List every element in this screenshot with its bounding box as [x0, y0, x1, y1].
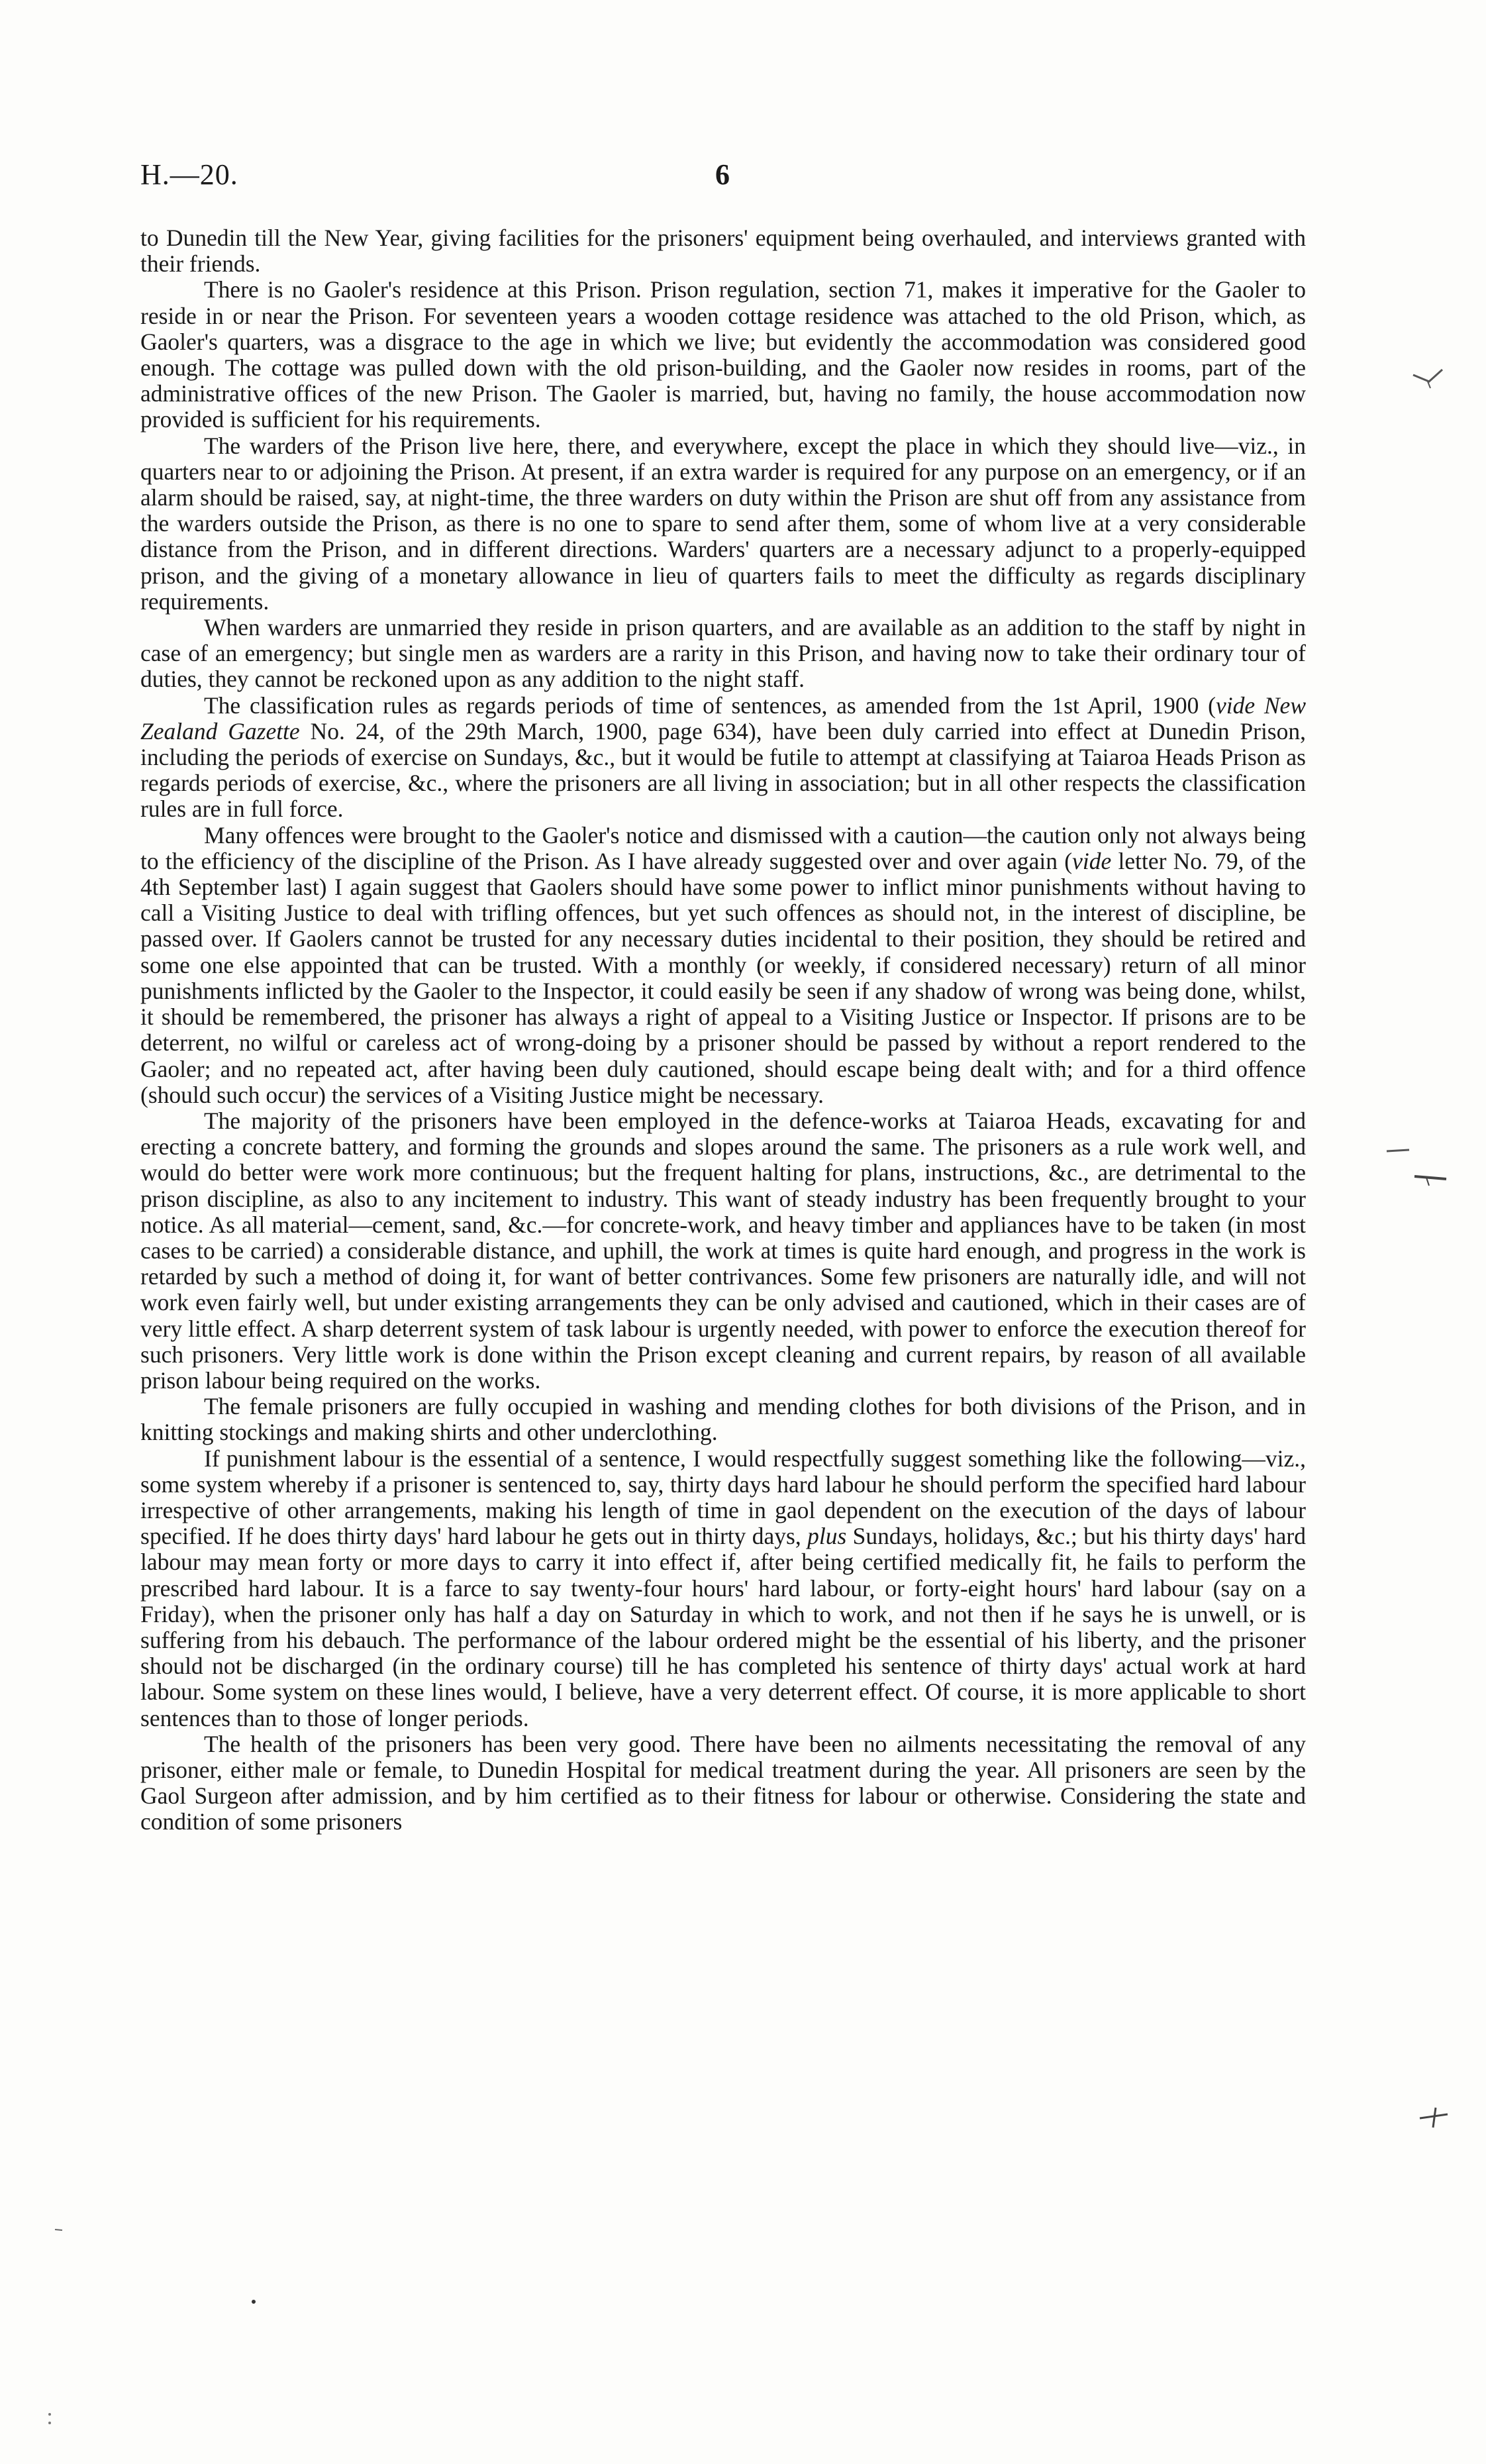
- text-run: If punishment labour is the essential of a sentence, I would respectfully suggest something like the following—viz., some system whereby if a prisoner is sentenced to, say, thirty days hard labour he should perform the specified hard labour irrespective of other arrangements, making his length of time in gaol dependent on the execution of the days of labour specified. If he does thirty days' hard labour he gets out in thirty days,: [140, 1445, 1306, 1550]
- text-run: Sundays, holidays, &c.; but his thirty days' hard labour may mean forty or more days to carry it into effect if, after being certified medically fit, he fails to perform the prescribed hard labour. It is a farce to say twenty-four hours' hard labour, or forty-eight hours' hard labour (say on a Friday), when the prisoner only has half a day on Saturday in which to work, and not then if he says he is unwell, or is suffering from his debauch. The performance of the labour ordered might be the essential of his liberty, and the prisoner should not be discharged (in the ordinary course) till he has completed his sentence of thirty days' actual work at hard labour. Some system on these lines would, I believe, have a very deterrent effect. Of course, it is more applicable to short sentences than to those of longer periods.: [140, 1523, 1306, 1731]
- paragraph-p9: [140, 1446, 1306, 1731]
- report-code: H.—20.: [140, 158, 238, 191]
- page-header: [140, 158, 1306, 197]
- margin-tick-mark: [1417, 2104, 1452, 2130]
- text-run: to Dunedin till the New Year, giving facilities for the prisoners' equipment being overhauled, and interviews granted with their friends.: [140, 225, 1306, 278]
- margin-tick-mark: [1385, 1145, 1412, 1158]
- scan-speck: [250, 2298, 257, 2305]
- paragraph-p1: [140, 225, 1306, 277]
- italic-run: plus: [807, 1523, 847, 1550]
- italic-run: vide New Zealand Gazette: [140, 692, 1306, 744]
- paragraph-p7: [140, 1108, 1306, 1394]
- text-run: The health of the prisoners has been very good. There have been no ailments necessitating the removal of any prisoner, either male or female, to Dunedin Hospital for medical treatment during the year. All prisoners are seen by the Gaol Surgeon after admission, and by him certified as to their fitness for labour or otherwise. Considering the state and condition of some prisoners: [140, 1730, 1306, 1835]
- margin-tick-mark: [1411, 366, 1446, 392]
- paragraph-p8: [140, 1394, 1306, 1445]
- text-run: The classification rules as regards periods of time of sentences, as amended from the 1st April, 1900 (: [204, 692, 1216, 719]
- text-run: The warders of the Prison live here, there, and everywhere, except the place in which they should live—viz., in quarters near to or adjoining the Prison. At present, if an extra warder is required for any purpose on an emergency, or if an alarm should be raised, say, at night-time, the three warders on duty within the Prison are shut off from any assistance from the warders outside the Prison, as there is no one to spare to send after them, some of whom live at a very considerable distance from the Prison, and in different directions. Warders' quarters are a necessary adjunct to a properly-equipped prison, and the giving of a monetary allowance in lieu of quarters fails to meet the difficulty as regards disciplinary requirements.: [140, 432, 1306, 615]
- text-run: There is no Gaoler's residence at this Prison. Prison regulation, section 71, makes it imperative for the Gaoler to reside in or near the Prison. For seventeen years a wooden cottage residence was attached to the old Prison, which, as Gaoler's quarters, was a disgrace to the age in which we live; but evidently the accommodation was considered good enough. The cottage was pulled down with the old prison-building, and the Gaoler now resides in rooms, part of the administrative offices of the new Prison. The Gaoler is married, but, having no family, the house accommodation now provided is sufficient for his requirements.: [140, 276, 1306, 433]
- paragraph-p3: [140, 433, 1306, 615]
- scan-speck: [46, 2411, 53, 2427]
- text-run: The majority of the prisoners have been employed in the defence-works at Taiaroa Heads, excavating for and erecting a concrete battery, and forming the grounds and slopes around the same. The prisoners as a rule work well, and would do better were work more continuous; but the frequent halting for plans, instructions, &c., are detrimental to the prison discipline, as also to any incitement to industry. This want of steady industry has been frequently brought to your notice. As all material—cement, sand, &c.—for concrete-work, and heavy timber and appliances have to be taken (in most cases to be carried) a considerable distance, and uphill, the work at times is quite hard enough, and progress in the work is retarded by such a method of doing it, for want of better contrivances. Some few prisoners are naturally idle, and will not work even fairly well, but under existing arrangements they can be only advised and cautioned, which in their cases are of very little effect. A sharp deterrent system of task labour is urgently needed, with power to enforce the execution thereof for such prisoners. Very little work is done within the Prison except cleaning and current repairs, by reason of all available prison labour being required on the works.: [140, 1107, 1306, 1394]
- paragraph-p2: [140, 277, 1306, 433]
- page-number: 6: [715, 158, 730, 191]
- text-run: Many offences were brought to the Gaoler's notice and dismissed with a caution—the caution only not always being to the efficiency of the discipline of the Prison. As I have already suggested over and over again (: [140, 821, 1306, 874]
- paragraph-p10: [140, 1731, 1306, 1835]
- italic-run: vide: [1072, 847, 1112, 874]
- text-run: No. 24, of the 29th March, 1900, page 634), have been duly carried into effect at Dunedin Prison, including the periods of exercise on Sundays, &c., but it would be futile to attempt at classifying at Taiaroa Heads Prison as regards periods of exercise, &c., where the prisoners are all living in association; but in all other respects the classification rules are in full force.: [140, 717, 1306, 823]
- body-text: [140, 225, 1306, 1835]
- paragraph-p5: [140, 693, 1306, 823]
- text-run: The female prisoners are fully occupied in washing and mending clothes for both divisions of the Prison, and in knitting stockings and making shirts and other underclothing.: [140, 1393, 1306, 1446]
- scan-speck: [54, 2227, 64, 2232]
- text-run: When warders are unmarried they reside in prison quarters, and are available as an addition to the staff by night in case of an emergency; but single men as warders are a rarity in this Prison, and having now to take their ordinary tour of duties, they cannot be reckoned upon as any addition to the night staff.: [140, 614, 1306, 693]
- paragraph-p4: [140, 615, 1306, 693]
- text-run: letter No. 79, of the 4th September last) I again suggest that Gaolers should have some power to inflict minor punishments without having to call a Visiting Justice to deal with trifling offences, but yet such offences as should not, in the interest of discipline, be passed over. If Gaolers cannot be trusted for any necessary duties incidental to their position, they should be retired and some one else appointed that can be trusted. With a monthly (or weekly, if considered necessary) return of all minor punishments inflicted by the Gaoler to the Inspector, it could easily be seen if any shadow of wrong was being done, whilst, it should be remembered, the prisoner has always a right of appeal to a Visiting Justice or Inspector. If prisons are to be deterrent, no wilful or careless act of wrong-doing by a prisoner should be passed by without a report rendered to the Gaoler; and no repeated act, after having been duly cautioned, should escape being dealt with; and for a third offence (should such occur) the services of a Visiting Justice might be necessary.: [140, 847, 1306, 1108]
- paragraph-p6: [140, 823, 1306, 1108]
- margin-tick-mark: [1413, 1168, 1449, 1188]
